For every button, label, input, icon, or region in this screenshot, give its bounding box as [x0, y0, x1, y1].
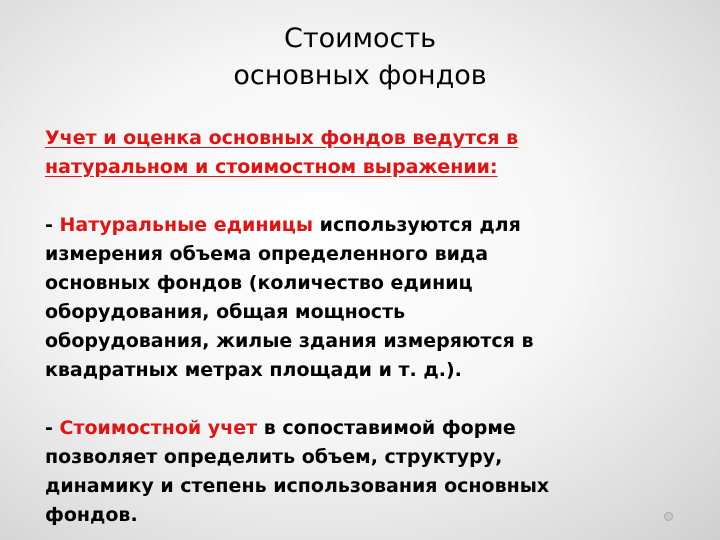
cost-dash: -: [45, 417, 60, 439]
spacer: [45, 385, 695, 414]
title-line-2: основных фондов: [233, 60, 487, 91]
cost-line-3: динамику и степень использования основных: [45, 475, 550, 497]
cost-line-1: [45, 414, 695, 443]
natural-term: Натуральные единицы: [59, 214, 314, 236]
natural-line-1: [45, 211, 695, 240]
natural-line-2: измерения объема определенного вида: [45, 243, 489, 265]
natural-line-1-rest: используются для: [313, 214, 521, 236]
title-line-1: Стоимость: [283, 23, 437, 54]
slide-body: [45, 124, 695, 530]
cost-line-4: фондов.: [45, 504, 138, 526]
natural-units-paragraph: [45, 211, 695, 385]
natural-line-4: оборудования, общая мощность: [45, 301, 406, 323]
natural-line-3: основных фондов (количество единиц: [45, 272, 473, 294]
cost-term: Стоимостной учет: [59, 417, 258, 439]
intro-line-1: Учет и оценка основных фондов ведутся в: [45, 127, 519, 149]
slide-title: [0, 20, 720, 94]
cost-accounting-paragraph: [45, 414, 695, 530]
intro-line-2: натуральном и стоимостном выражении:: [45, 156, 498, 178]
natural-line-5: оборудования, жилые здания измеряются в: [45, 330, 534, 352]
cost-line-1-rest: в сопоставимой форме: [257, 417, 516, 439]
intro-paragraph: [45, 124, 695, 182]
slide-dot-decoration: [664, 512, 673, 521]
spacer: [45, 182, 695, 211]
natural-line-6: квадратных метрах площади и т. д.).: [45, 359, 462, 381]
natural-dash: -: [45, 214, 60, 236]
cost-line-2: позволяет определить объем, структуру,: [45, 446, 503, 468]
